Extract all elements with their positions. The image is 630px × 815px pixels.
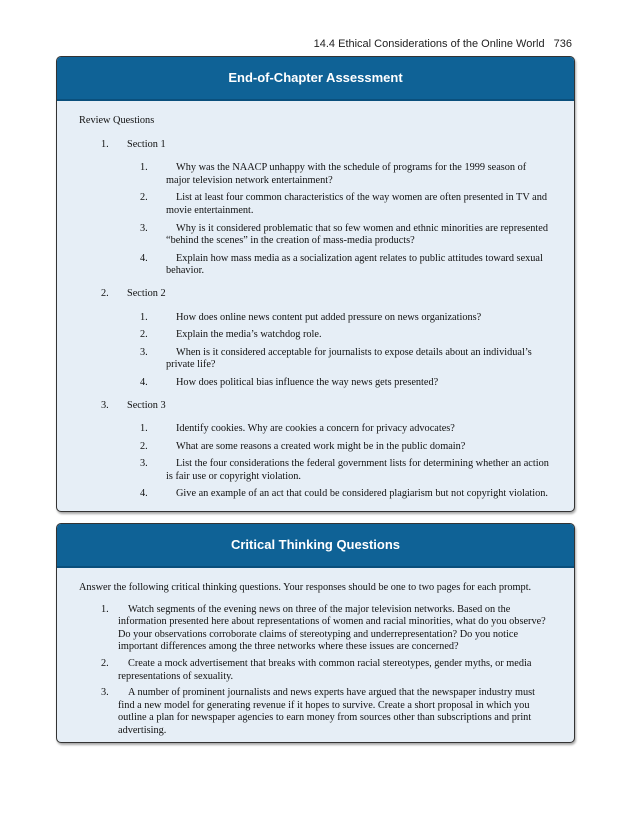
question-text: What are some reasons a created work might be in the public domain? xyxy=(176,440,466,452)
review-question xyxy=(140,222,552,248)
question-number: 2. xyxy=(140,192,148,204)
review-question xyxy=(140,192,552,217)
critical-question-text: Watch segments of the evening news on three of the major television networks. Based on the information presented here about representations of women and racial minorities, what do you observe? Do your observations corroborate claims of stereotyping and underrepresentation? Do you notice important differences among the three networks where these issues are concerned? xyxy=(118,603,546,653)
question-text: Give an example of an act that could be considered plagiarism but not copyright violation. xyxy=(176,488,549,500)
critical-questions-list xyxy=(79,604,552,738)
critical-question xyxy=(101,687,552,737)
question-text: Explain the media’s watchdog role. xyxy=(176,329,322,341)
question-number: 3. xyxy=(140,346,148,358)
review-questions-box xyxy=(56,56,575,512)
review-box-title: End-of-Chapter Assessment xyxy=(57,57,574,101)
question-text: When is it considered acceptable for journalists to expose details about an individual’s private life? xyxy=(166,346,532,371)
critical-intro: Answer the following critical thinking questions. Your responses should be one to two pages for each prompt. xyxy=(79,582,532,593)
section-label: Section 3 xyxy=(127,399,166,411)
review-question xyxy=(140,376,552,390)
section-number: 1. xyxy=(101,138,109,150)
review-question xyxy=(140,488,552,501)
question-number: 2. xyxy=(140,329,148,341)
section-number: 2. xyxy=(101,287,109,299)
critical-question xyxy=(101,603,552,654)
review-sections xyxy=(79,139,552,501)
critical-box-title: Critical Thinking Questions xyxy=(57,524,574,568)
section-heading xyxy=(101,400,552,413)
review-box-body xyxy=(57,101,574,512)
section-heading xyxy=(101,288,552,301)
question-number: 4. xyxy=(140,252,148,264)
critical-question-text: Create a mock advertisement that breaks with common racial stereotypes, gender myths, or media representations of sexuality. xyxy=(118,657,532,682)
review-section xyxy=(79,288,552,390)
question-number: 3. xyxy=(140,458,148,470)
question-text: How does online news content put added pressure on news organizations? xyxy=(176,311,482,323)
question-number: 1. xyxy=(140,311,148,323)
question-text: Identify cookies. Why are cookies a concern for privacy advocates? xyxy=(176,423,455,435)
question-number: 4. xyxy=(140,376,148,388)
review-question xyxy=(140,423,552,436)
page-header xyxy=(314,38,572,50)
header-section-title: 14.4 Ethical Considerations of the Online World xyxy=(313,38,545,50)
critical-question-number: 1. xyxy=(101,603,109,615)
critical-thinking-box xyxy=(56,523,575,743)
question-text: Why was the NAACP unhappy with the schedule of programs for the 1999 season of major television network entertainment? xyxy=(166,162,527,186)
question-number: 4. xyxy=(140,488,148,500)
section-label: Section 1 xyxy=(127,138,166,150)
critical-question-number: 2. xyxy=(101,657,109,669)
question-text: List the four considerations the federal government lists for determining whether an action is fair use or copyright violation. xyxy=(166,458,549,482)
question-text: Explain how mass media as a socialization agent relates to public attitudes toward sexual behavior. xyxy=(166,252,543,277)
review-question xyxy=(140,346,552,372)
question-number: 1. xyxy=(140,423,148,435)
review-question xyxy=(140,458,552,483)
critical-question-text: A number of prominent journalists and news experts have argued that the newspaper industry must find a new model for generating revenue if it hopes to survive. Create a short proposal in which you outline a plan for newspaper agencies to earn money from sources other than subscriptions and print advertising. xyxy=(118,687,536,736)
question-text: How does political bias influence the way news gets presented? xyxy=(176,376,439,388)
review-question xyxy=(140,311,552,325)
section-number: 3. xyxy=(101,399,109,411)
review-question xyxy=(140,252,552,278)
critical-box-body xyxy=(57,568,574,743)
question-number: 1. xyxy=(140,162,148,174)
review-question xyxy=(140,329,552,342)
review-question xyxy=(140,162,552,187)
question-number: 2. xyxy=(140,440,148,452)
critical-question xyxy=(101,657,552,683)
review-questions-heading: Review Questions xyxy=(79,115,155,126)
section-heading xyxy=(101,139,552,152)
question-text: List at least four common characteristics of the way women are often presented in TV and movie entertainment. xyxy=(166,192,548,216)
page-number: 736 xyxy=(553,38,572,50)
section-label: Section 2 xyxy=(127,287,166,299)
review-section xyxy=(79,139,552,278)
review-section xyxy=(79,400,552,502)
review-question xyxy=(140,440,552,454)
question-text: Why is it considered problematic that so few women and ethnic minorities are represented “behind the scenes” in the creation of mass-media products? xyxy=(166,222,548,247)
critical-question-number: 3. xyxy=(101,687,109,699)
question-number: 3. xyxy=(140,222,148,234)
